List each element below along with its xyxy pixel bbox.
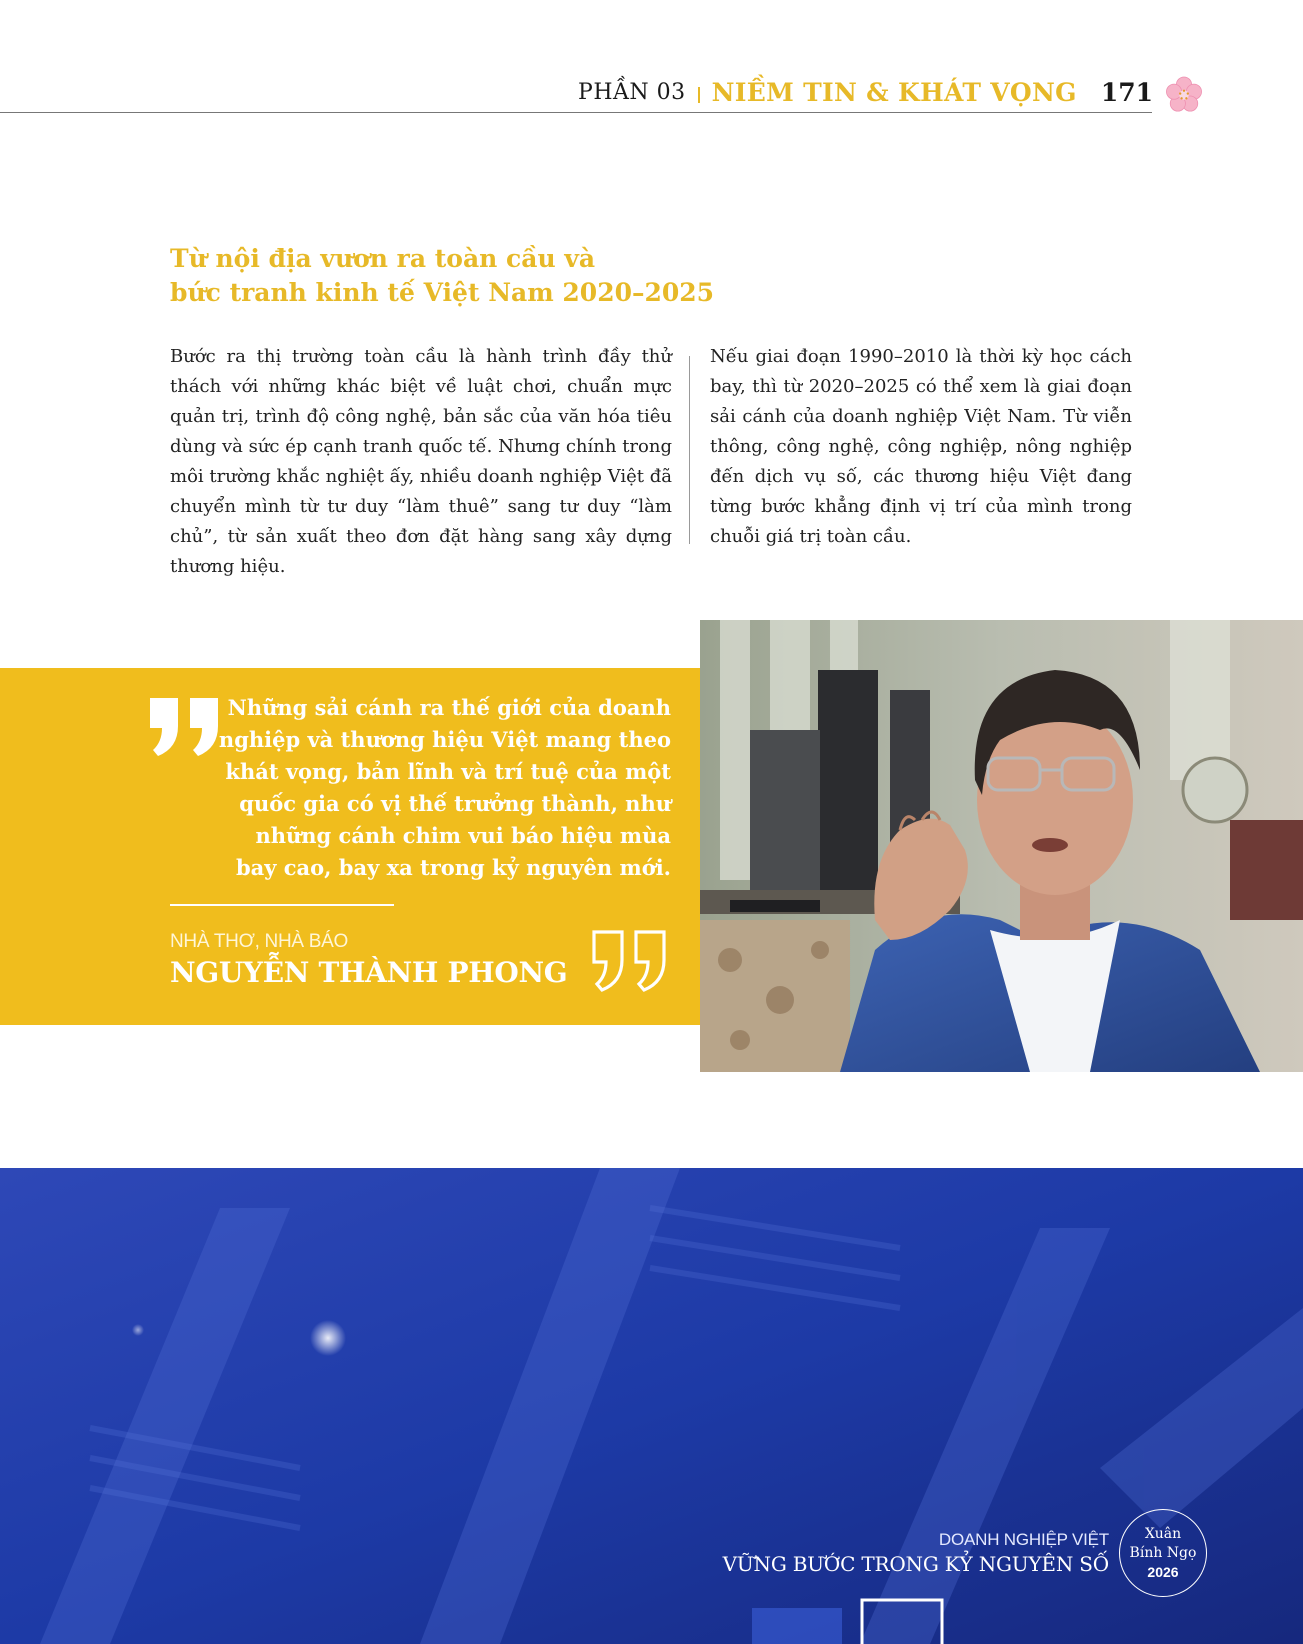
badge-line-1: Xuân	[1144, 1526, 1182, 1542]
footer-subtitle: DOANH NGHIỆP VIỆT	[938, 1530, 1109, 1549]
heading-line-2: bức tranh kinh tế Việt Nam 2020–2025	[170, 278, 715, 307]
section-title: NIỀM TIN & KHÁT VỌNG	[711, 78, 1077, 107]
header-separator	[698, 87, 700, 103]
close-quote-icon	[590, 928, 672, 992]
quote-divider	[170, 904, 394, 906]
author-role: NHÀ THƠ, NHÀ BÁO	[170, 931, 348, 952]
quote-text: Những sải cánh ra thế giới của doanh nghiệp và thương hiệu Việt mang theo khát vọng, bản lĩnh và trí tuệ của một quốc gia có vị thế trưởng thành, như những cánh chim vui báo hiệu mùa bay cao, bay xa trong kỷ nguyên mới.	[218, 695, 671, 880]
footer-title: VỮNG BƯỚC TRONG KỶ NGUYÊN SỐ	[722, 1552, 1109, 1576]
header-divider	[0, 112, 1152, 113]
badge-year: 2026	[1147, 1564, 1179, 1580]
right-paragraph: Nếu giai đoạn 1990–2010 là thời kỳ học cách bay, thì từ 2020–2025 có thể xem là giai đoạn sải cánh của doanh nghiệp Việt Nam. Từ viễn thông, công nghệ, công nghiệp, nông nghiệp đến dịch vụ số, các thương hiệu Việt đang từng bước khẳng định vị trí của mình trong chuỗi giá trị toàn cầu.	[710, 346, 1132, 547]
part-label: PHẦN 03	[578, 80, 686, 105]
author-name: NGUYỄN THÀNH PHONG	[170, 956, 568, 989]
column-divider	[689, 356, 690, 544]
badge-line-2: Bính Ngọ	[1129, 1545, 1197, 1561]
apricot-blossom-icon	[1165, 76, 1203, 114]
heading-line-1: Từ nội địa vươn ra toàn cầu và	[170, 244, 596, 273]
page-header	[578, 78, 1153, 107]
tet-badge	[1119, 1509, 1207, 1597]
open-quote-icon	[148, 696, 222, 758]
section-heading	[170, 242, 770, 310]
page-number: 171	[1100, 78, 1153, 107]
left-paragraph: Bước ra thị trường toàn cầu là hành trình đầy thử thách với những khác biệt về luật chơi, chuẩn mực quản trị, trình độ công nghệ, bản sắc của văn hóa tiêu dùng và sức ép cạnh tranh quốc tế. Nhưng chính trong môi trường khắc nghiệt ấy, nhiều doanh nghiệp Việt đã chuyển mình từ tư duy “làm thuê” sang tư duy “làm chủ”, từ sản xuất theo đơn đặt hàng sang xây dựng thương hiệu.	[170, 346, 672, 577]
portrait-photo	[700, 620, 1303, 1072]
